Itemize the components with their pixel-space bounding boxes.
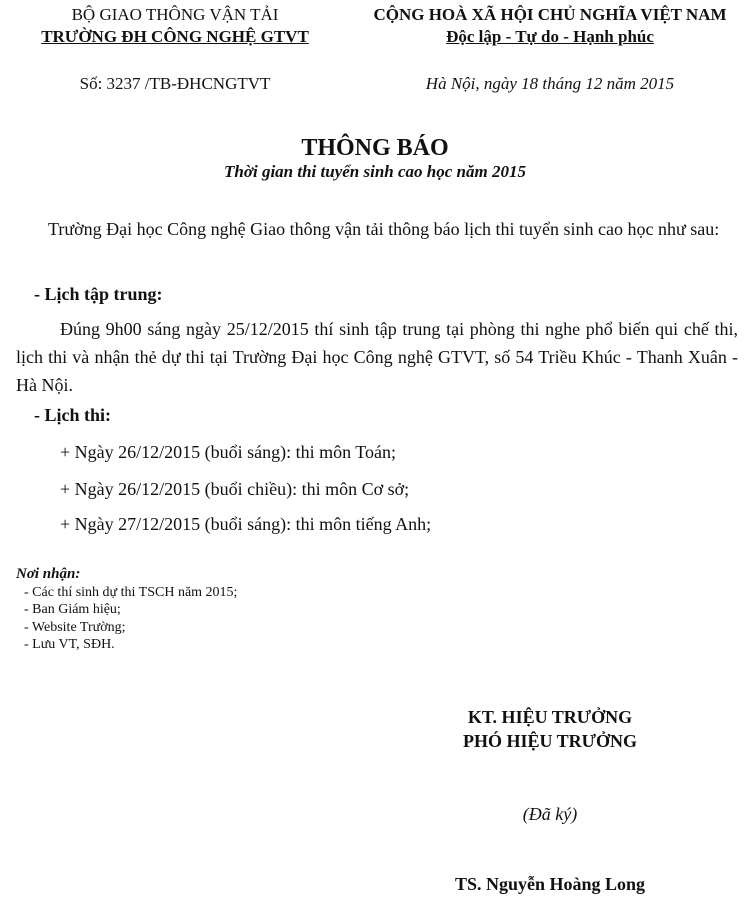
document-title: THÔNG BÁO: [301, 135, 449, 161]
document-date: Hà Nội, ngày 18 tháng 12 năm 2015: [425, 74, 675, 93]
schedule-item: + Ngày 27/12/2015 (buổi sáng): thi môn tiếng Anh;: [60, 514, 432, 534]
recipient-item: - Lưu VT, SĐH.: [24, 637, 115, 652]
header-right: [352, 4, 748, 48]
nation-name: CỘNG HOÀ XÃ HỘI CHỦ NGHĨA VIỆT NAM: [373, 5, 727, 24]
schedule-item: + Ngày 26/12/2015 (buổi sáng): thi môn Toán;: [60, 442, 397, 462]
signer-name: TS. Nguyễn Hoàng Long: [454, 874, 646, 894]
document-subtitle: Thời gian thi tuyển sinh cao học năm 2015: [224, 162, 526, 181]
recipient-item: - Các thí sinh dự thi TSCH năm 2015;: [24, 584, 238, 600]
document-number: Số: 3237 /TB-ĐHCNGTVT: [79, 74, 271, 93]
recipients-block: [16, 566, 237, 654]
signature-title: [390, 705, 710, 753]
gathering-heading: - Lịch tập trung:: [34, 284, 163, 304]
recipient-item: - Website Trường;: [24, 619, 126, 635]
school-name: TRƯỜNG ĐH CÔNG NGHỆ GTVT: [41, 27, 309, 46]
signed-note: (Đã ký): [522, 804, 578, 824]
recipients-label: Nơi nhận:: [16, 566, 81, 582]
schedule-item: + Ngày 26/12/2015 (buổi chiều): thi môn Cơ sở;: [60, 479, 410, 499]
ministry-name: BỘ GIAO THÔNG VẬN TẢI: [71, 5, 279, 24]
intro-paragraph: Trường Đại học Công nghệ Giao thông vận tải thông báo lịch thi tuyển sinh cao học như sau:: [48, 219, 720, 239]
signature-line-2: PHÓ HIỆU TRƯỞNG: [462, 731, 637, 751]
gathering-paragraph: Đúng 9h00 sáng ngày 25/12/2015 thí sinh tập trung tại phòng thi nghe phổ biến qui chế thi, lịch thi và nhận thẻ dự thi tại Trường Đại học Công nghệ GTVT, số 54 Triều Khúc - Thanh Xuân - Hà Nội.: [16, 319, 738, 395]
header-left: [8, 4, 342, 48]
signature-line-1: KT. HIỆU TRƯỞNG: [467, 707, 633, 727]
national-motto: Độc lập - Tự do - Hạnh phúc: [446, 27, 654, 46]
schedule-heading: - Lịch thi:: [34, 405, 112, 425]
recipient-item: - Ban Giám hiệu;: [24, 602, 121, 617]
